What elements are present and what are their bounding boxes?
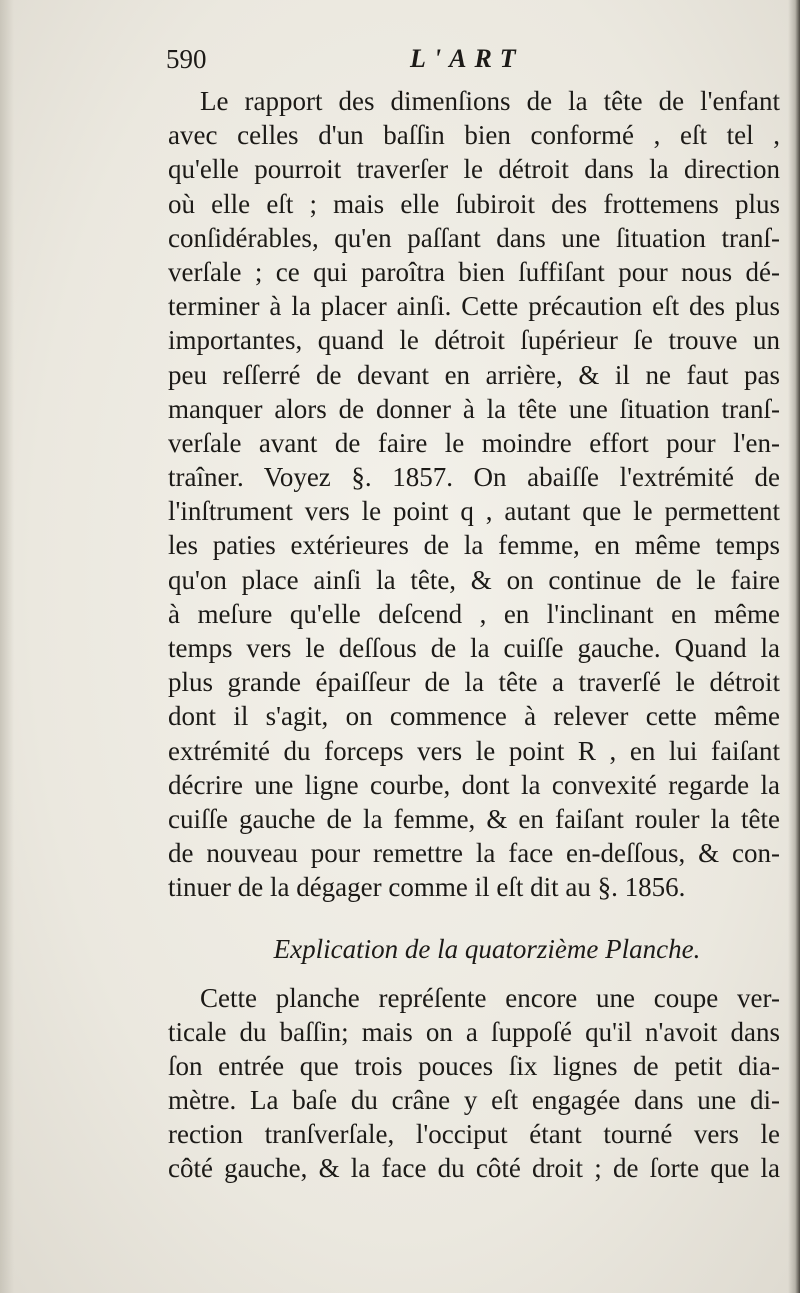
text-line: peu reſſerré de devant en arrière, & il ne faut pas (168, 359, 780, 390)
text-line: conſidérables, qu'en paſſant dans une ſituation tranſ- (168, 222, 780, 253)
text-line: traîner. Voyez §. 1857. On abaiſſe l'extrémité de (168, 462, 780, 493)
text-line: verſale avant de faire le moindre effort pour l'en- (168, 427, 780, 458)
text-line: importantes, quand le détroit ſupérieur ſe trouve un (168, 325, 780, 356)
text-line: avec celles d'un baſſin bien conformé , eſt tel , (168, 120, 780, 151)
text-line: qu'on place ainſi la tête, & on continue de le faire (168, 564, 780, 595)
text-line: de nouveau pour remettre la face en-deſſous, & con- (168, 838, 780, 869)
text-line: cuiſſe gauche de la femme, & en faiſant rouler la tête (168, 803, 780, 834)
body-text (168, 84, 780, 1186)
text-line: dont il s'agit, on commence à relever cette même (168, 701, 780, 732)
page-edge-shadow-left (0, 0, 14, 1293)
text-line: tinuer de la dégager comme il eſt dit au §. 1856. (168, 872, 686, 903)
text-line: décrire une ligne courbe, dont la convexité regarde la (168, 769, 780, 800)
text-line: ſon entrée que trois pouces ſix lignes de petit dia- (168, 1050, 780, 1081)
text-line: verſale ; ce qui paroîtra bien ſuffiſant pour nous dé- (168, 256, 780, 287)
text-line: Cette planche repréſente encore une coupe ver- (200, 982, 780, 1013)
text-line: l'inſtrument vers le point q , autant que le permettent (168, 496, 780, 527)
text-line: ticale du baſſin; mais on a ſuppoſé qu'il n'avoit dans (168, 1016, 780, 1047)
page-number: 590 (166, 44, 207, 74)
text-line: mètre. La baſe du crâne y eſt engagée dans une di- (168, 1085, 780, 1116)
text-line: rection tranſverſale, l'occiput étant tourné vers le (168, 1119, 780, 1150)
text-line: les paties extérieures de la femme, en même temps (168, 530, 780, 561)
page-header (160, 42, 760, 82)
text-line: plus grande épaiſſeur de la tête a traverſé le détroit (168, 667, 780, 698)
text-line: côté gauche, & la face du côté droit ; de ſorte que la (168, 1153, 780, 1184)
text-line: terminer à la placer ainſi. Cette précaution eſt des plus (168, 291, 780, 322)
page-edge-shadow-right (788, 0, 800, 1293)
paragraph-1 (168, 84, 780, 905)
text-line: qu'elle pourroit traverſer le détroit dans la direction (168, 154, 780, 185)
text-line: où elle eſt ; mais elle ſubiroit des frottemens plus (168, 188, 780, 219)
running-head: L'ART (410, 44, 524, 73)
text-line: temps vers le deſſous de la cuiſſe gauche. Quand la (168, 633, 780, 663)
text-line: Le rapport des dimenſions de la tête de l'enfant (200, 86, 780, 116)
text-line: à meſure qu'elle deſcend , en l'inclinant en même (168, 598, 780, 629)
text-line: manquer alors de donner à la tête une ſituation tranſ- (168, 393, 780, 424)
paragraph-2 (168, 981, 780, 1186)
text-line: extrémité du forceps vers le point R , en lui faiſant (168, 735, 780, 766)
section-title: Explication de la quatorzième Planche. (273, 933, 701, 964)
